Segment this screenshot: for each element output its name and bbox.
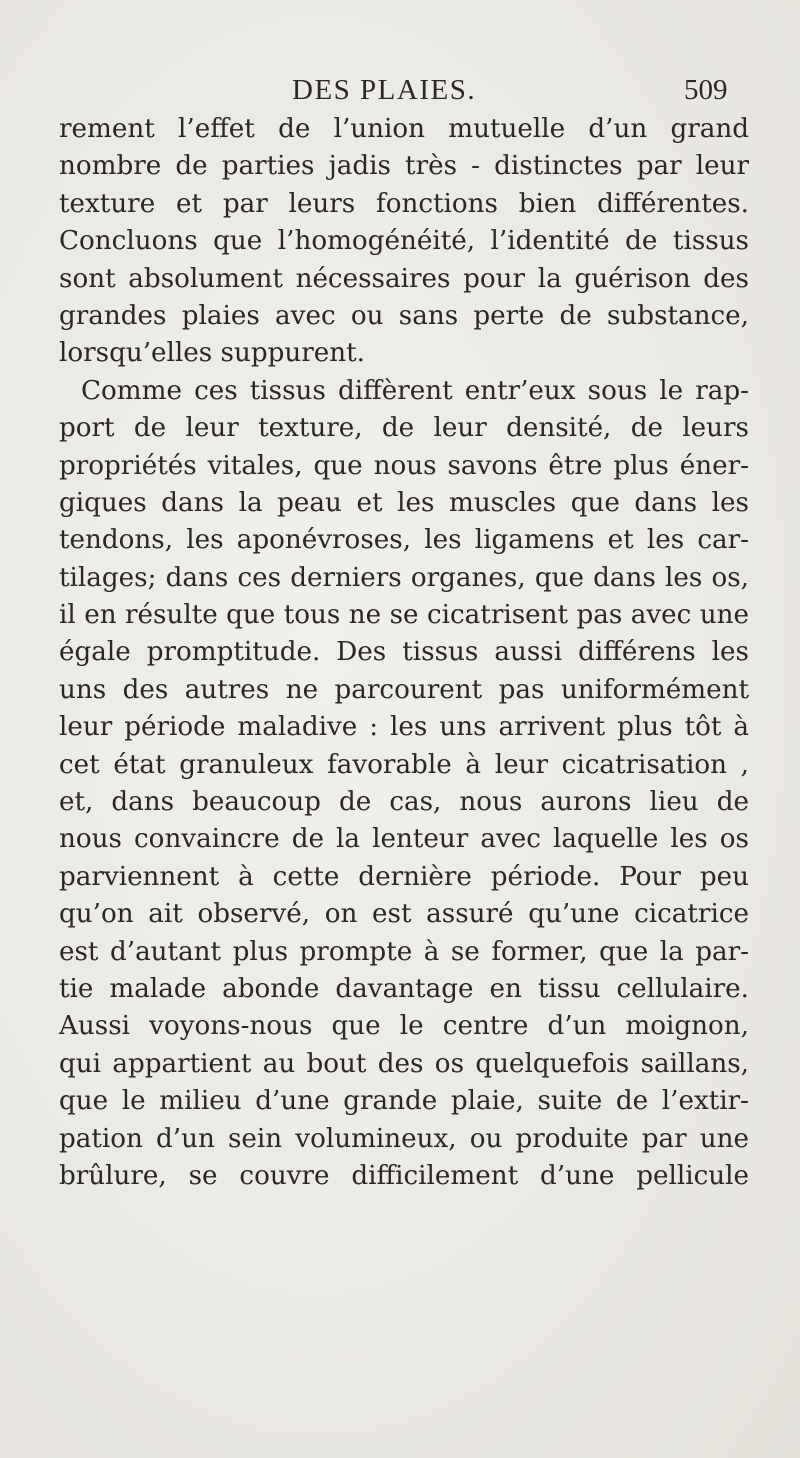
text-line: lorsqu’elles suppurent.	[59, 338, 365, 369]
text-line: grandes plaies avec ou sans perte de substance,	[59, 300, 749, 331]
text-line: parviennent à cette dernière période. Pour peu	[59, 861, 749, 892]
text-line: il en résulte que tous ne se cicatrisent pas avec une	[59, 600, 749, 631]
text-line: leur période maladive : les uns arrivent plus tôt à	[59, 712, 749, 743]
text-line: brûlure, se couvre difficilement d’une pellicule	[59, 1160, 749, 1191]
text-line: et, dans beaucoup de cas, nous aurons lieu de	[59, 787, 749, 818]
text-line: texture et par leurs fonctions bien différentes.	[59, 188, 749, 219]
text-line: pation d’un sein volumineux, ou produite par une	[59, 1123, 749, 1154]
text-line: propriétés vitales, que nous savons être plus éner-	[59, 450, 749, 481]
text-line: tie malade abonde davantage en tissu cellulaire.	[59, 973, 749, 1004]
text-line: est d’autant plus prompte à se former, que la par-	[59, 936, 749, 967]
text-line: Concluons que l’homogénéité, l’identité de tissus	[59, 226, 749, 257]
text-line: nous convaincre de la lenteur avec laquelle les os	[59, 824, 749, 855]
text-line: nombre de parties jadis très - distinctes par leur	[59, 151, 749, 182]
text-line: giques dans la peau et les muscles que dans les	[59, 487, 749, 518]
running-head	[0, 70, 800, 110]
text-line: tendons, les aponévroses, les ligamens et les car-	[59, 525, 749, 556]
text-line: égale promptitude. Des tissus aussi différens les	[59, 637, 749, 668]
text-line: cet état granuleux favorable à leur cicatrisation ,	[59, 749, 749, 780]
running-title: DES PLAIES.	[292, 74, 477, 106]
text-line: qui appartient au bout des os quelquefois saillans,	[59, 1048, 749, 1079]
text-line: tilages; dans ces derniers organes, que dans les os,	[59, 562, 749, 593]
text-line: qu’on ait observé, on est assuré qu’une cicatrice	[59, 899, 749, 930]
text-line: sont absolument nécessaires pour la guérison des	[59, 263, 749, 294]
body-text	[59, 111, 749, 1195]
text-line: rement l’effet de l’union mutuelle d’un grand	[59, 114, 749, 144]
page-number: 509	[684, 74, 728, 106]
text-line: Comme ces tissus diffèrent entr’eux sous le rap-	[81, 375, 749, 406]
text-line: uns des autres ne parcourent pas uniformément	[59, 674, 749, 705]
text-line: que le milieu d’une grande plaie, suite de l’extir-	[59, 1086, 749, 1117]
text-line: Aussi voyons-nous que le centre d’un moignon,	[59, 1011, 749, 1042]
text-line: port de leur texture, de leur densité, de leurs	[59, 413, 749, 444]
